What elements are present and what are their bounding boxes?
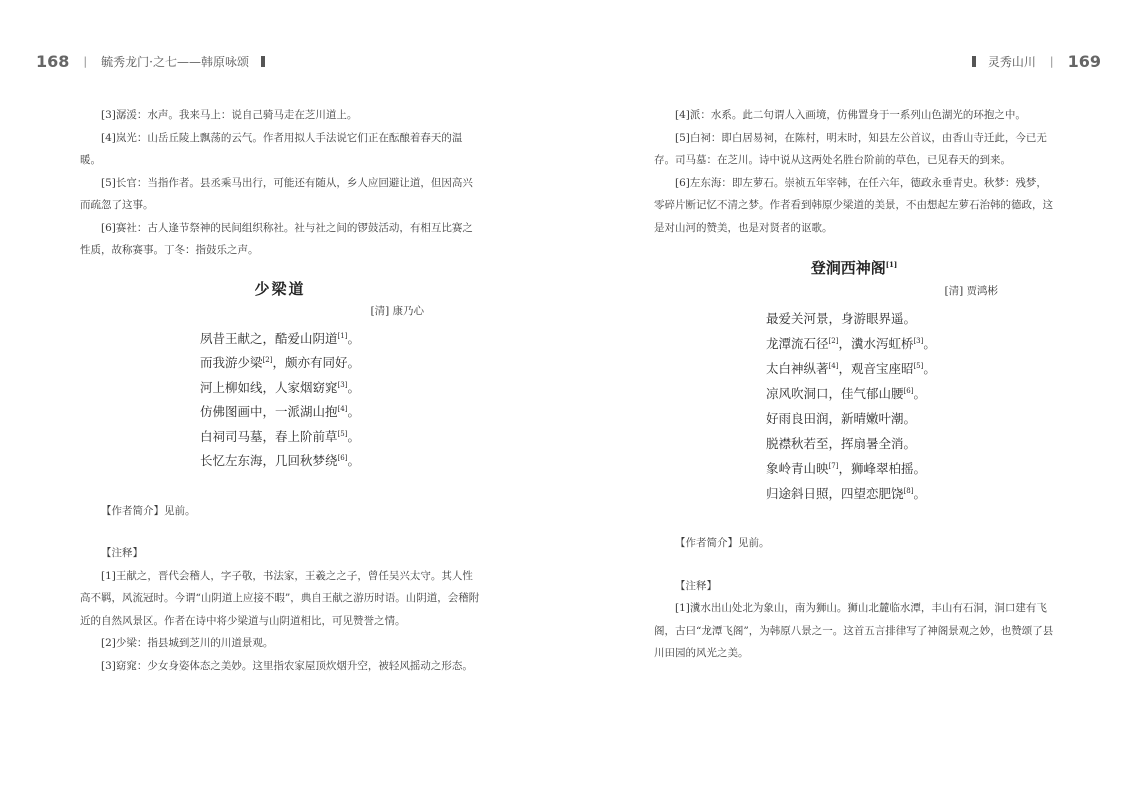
- note: [1]瀵水出山处北为象山，南为狮山。狮山北麓临水潭，丰山有石洞，洞口建有飞阁，古曰“龙潭飞阁”，为韩原八景之一。这首五言排律写了神阁景观之妙，也赞颂了县川田园的风光之美。: [654, 602, 1054, 659]
- poem-line: 而我游少梁[2]，颇亦有同好。: [200, 355, 360, 370]
- running-title-left: 毓秀龙门·之七——韩原咏颂: [101, 55, 249, 69]
- note: [1]王献之，晋代会稽人，字子敬，书法家，王羲之之子，曾任吴兴太守。其人性高不羁，风流冠时。今谓“山阴道上应接不暇”，典自王献之游历时语。山阴道，会稽附近的自然风景区。作者在诗中将少梁道与山阴道相比，可见赞誉之情。: [80, 569, 480, 627]
- poem-line: 长忆左东海，几回秋梦绕[6]。: [200, 453, 360, 468]
- notes-heading: 【注释】: [675, 579, 717, 592]
- poem-line: 脱襟秋若至，挥扇暑全消。: [766, 436, 917, 451]
- note: [6]左东海：即左萝石。崇祯五年宰韩，在任六年，德政永垂青史。秋梦：残梦，零碎片断记忆不清之梦。作者看到韩原少梁道的美景，不由想起左萝石治韩的德政，这是对山河的赞美，也是对贤者的讴歌。: [654, 176, 1053, 234]
- note: [3]窈窕：少女身姿体态之美妙。这里指农家屋顶炊烟升空，被轻风摇动之形态。: [101, 659, 473, 672]
- header-left: [36, 52, 277, 71]
- note: [2]少梁：指县城到芝川的川道景观。: [101, 637, 274, 649]
- notes-heading: 【注释】: [101, 547, 143, 559]
- left-page: [80, 104, 480, 677]
- note: [5]长官：当指作者。县丞乘马出行，可能还有随从，乡人应回避让道，但因高兴而疏忽了这事。: [80, 176, 473, 211]
- poem-title: 登涧西神阁[1]: [810, 259, 898, 277]
- poem-title: 少梁道: [254, 279, 306, 298]
- author-intro: 【作者简介】见前。: [101, 504, 196, 517]
- header-separator: |: [1049, 55, 1054, 68]
- page-number-right: 169: [1067, 52, 1101, 71]
- poem-author: [清] 康乃心: [370, 305, 424, 317]
- author-intro: 【作者简介】见前。: [675, 537, 770, 549]
- poem-line: 河上柳如线，人家烟窈窕[3]。: [200, 379, 360, 395]
- poem-line: 最爱关河景，身游眼界遥。: [766, 311, 917, 326]
- poem-line: 好雨良田润，新晴嫩叶潮。: [766, 411, 917, 426]
- note: [4]岚光：山岳丘陵上飘荡的云气。作者用拟人手法说它们正在酝酿着春天的温暖。: [80, 131, 463, 166]
- poem-line: 仿佛图画中，一派湖山抱[4]。: [200, 404, 360, 419]
- poem-author: [清] 贾鸿彬: [944, 284, 998, 297]
- poem-line: 归途斜日照，四望恋肥饶[8]。: [766, 486, 926, 501]
- poem-line: 太白神纵著[4]，观音宝座昭[5]。: [766, 361, 936, 376]
- running-title-right: 灵秀山川: [987, 55, 1036, 69]
- note: [6]赛社：古人逢节祭神的民间组织称社。社与社之间的锣鼓活动，有相互比赛之性质，故称赛事。丁冬：指鼓乐之声。: [80, 221, 473, 256]
- right-page: [654, 104, 1054, 665]
- poem-body: [654, 306, 1054, 506]
- poem-line: 夙昔王献之，酷爱山阴道[1]。: [200, 330, 360, 346]
- poem-line: 龙潭流石径[2]，瀵水泻虹桥[3]。: [766, 336, 936, 351]
- poem-line: 凉风吹洞口，佳气郁山腰[6]。: [766, 386, 926, 401]
- header-right: [960, 52, 1101, 71]
- note: [4]派：水系。此二句谓人入画境，仿佛置身于一系列山色湖光的环抱之中。: [675, 109, 1026, 121]
- poem-body: [80, 327, 480, 474]
- header-block-mark: [972, 56, 976, 67]
- note: [5]白祠：即白居易祠，在陈村，明末时，知县左公首议，由香山寺迁此，今已无存。司马墓：在芝川。诗中说从这两处名胜台阶前的草色，已见春天的到来。: [654, 131, 1047, 166]
- note: [3]潺湲：水声。我来马上：说自己骑马走在芝川道上。: [101, 109, 358, 121]
- page-number-left: 168: [36, 52, 70, 71]
- poem-line: 象岭青山映[7]，狮峰翠柏摇。: [766, 461, 926, 476]
- poem-line: 白祠司马墓，春上阶前草[5]。: [200, 428, 360, 444]
- header-block-mark: [261, 56, 265, 67]
- header-separator: |: [83, 55, 88, 68]
